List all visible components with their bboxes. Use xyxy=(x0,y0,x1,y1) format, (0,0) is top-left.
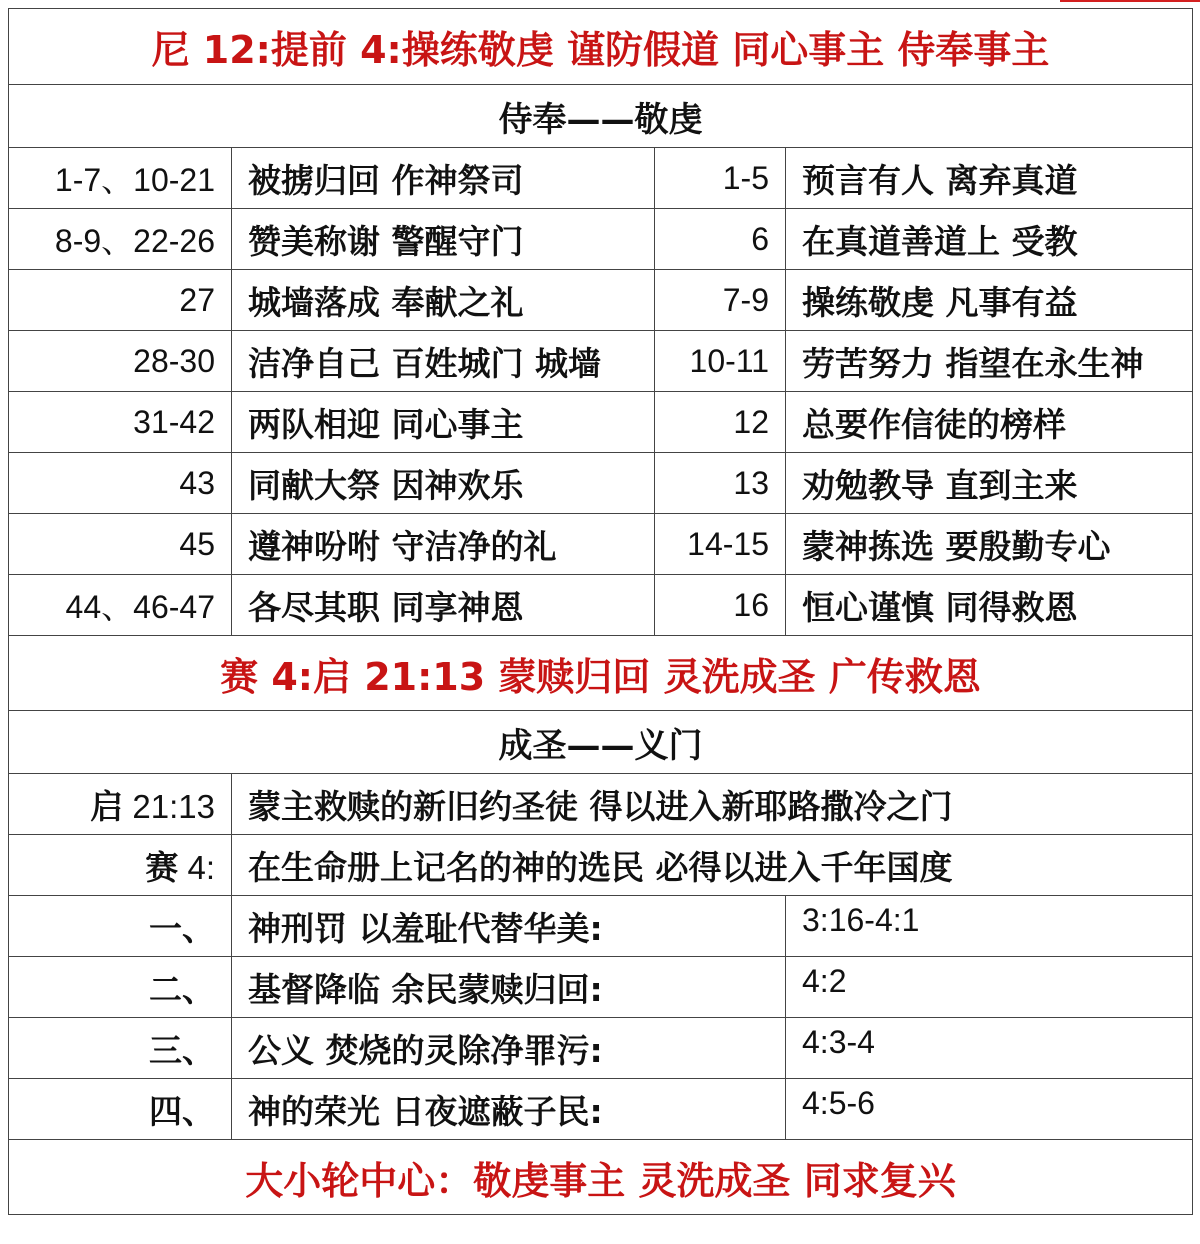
timothy-point: 总要作信徒的榜样 xyxy=(786,392,1193,453)
table-row xyxy=(9,514,1193,575)
verse-ref xyxy=(9,835,232,896)
header-row xyxy=(9,636,1193,711)
timothy-point: 劳苦努力 指望在永生神 xyxy=(786,331,1193,392)
verse-ref-number: 4: xyxy=(178,848,215,886)
table-row xyxy=(9,209,1193,270)
timothy-ref: 16 xyxy=(655,575,786,636)
timothy-ref: 14-15 xyxy=(655,514,786,575)
point-ref: 3:16-4:1 xyxy=(786,896,1193,957)
footer-title: 大小轮中心：敬虔事主 灵洗成圣 同求复兴 xyxy=(9,1140,1193,1215)
timothy-point: 蒙神拣选 要殷勤专心 xyxy=(786,514,1193,575)
timothy-ref: 12 xyxy=(655,392,786,453)
nehemiah-point: 两队相迎 同心事主 xyxy=(232,392,655,453)
table-row xyxy=(9,331,1193,392)
section-heading-row xyxy=(9,711,1193,774)
timothy-point: 操练敬虔 凡事有益 xyxy=(786,270,1193,331)
second-title: 赛 4:启 21:13 蒙赎归回 灵洗成圣 广传救恩 xyxy=(9,636,1193,711)
timothy-ref: 13 xyxy=(655,453,786,514)
header-row xyxy=(9,9,1193,85)
nehemiah-ref: 27 xyxy=(9,270,232,331)
point-text: 神刑罚 以羞耻代替华美: xyxy=(232,896,786,957)
nehemiah-point: 赞美称谢 警醒守门 xyxy=(232,209,655,270)
point-ordinal: 四、 xyxy=(9,1079,232,1140)
nehemiah-ref: 1-7、10-21 xyxy=(9,148,232,209)
table-row xyxy=(9,453,1193,514)
timothy-ref: 1-5 xyxy=(655,148,786,209)
footer-row xyxy=(9,1140,1193,1215)
table-row xyxy=(9,1018,1193,1079)
verse-ref xyxy=(9,774,232,835)
nehemiah-ref: 28-30 xyxy=(9,331,232,392)
verse-text: 蒙主救赎的新旧约圣徒 得以进入新耶路撒冷之门 xyxy=(232,774,1193,835)
section-title-service: 侍奉——敬虔 xyxy=(9,85,1193,148)
timothy-ref: 7-9 xyxy=(655,270,786,331)
table-row xyxy=(9,896,1193,957)
top-accent-line xyxy=(1060,0,1200,2)
table-row xyxy=(9,148,1193,209)
verse-ref-book: 启 xyxy=(90,786,124,826)
nehemiah-point: 被掳归回 作神祭司 xyxy=(232,148,655,209)
verse-ref-number: 21:13 xyxy=(123,787,215,825)
verse-ref-book: 赛 xyxy=(145,847,179,887)
main-title: 尼 12:提前 4:操练敬虔 谨防假道 同心事主 侍奉事主 xyxy=(9,9,1193,85)
nehemiah-point: 城墙落成 奉献之礼 xyxy=(232,270,655,331)
point-ref: 4:5-6 xyxy=(786,1079,1193,1140)
table-row xyxy=(9,835,1193,896)
timothy-point: 恒心谨慎 同得救恩 xyxy=(786,575,1193,636)
nehemiah-point: 洁净自己 百姓城门 城墙 xyxy=(232,331,655,392)
nehemiah-ref: 44、46-47 xyxy=(9,575,232,636)
point-ordinal: 一、 xyxy=(9,896,232,957)
table-row xyxy=(9,392,1193,453)
nehemiah-point: 同献大祭 因神欢乐 xyxy=(232,453,655,514)
table-row xyxy=(9,575,1193,636)
nehemiah-ref: 43 xyxy=(9,453,232,514)
nehemiah-ref: 31-42 xyxy=(9,392,232,453)
point-ref: 4:3-4 xyxy=(786,1018,1193,1079)
section-title-sanctification: 成圣——义门 xyxy=(9,711,1193,774)
table-row xyxy=(9,1079,1193,1140)
point-ordinal: 三、 xyxy=(9,1018,232,1079)
table-row xyxy=(9,774,1193,835)
outline-table xyxy=(8,8,1193,1215)
point-text: 公义 焚烧的灵除净罪污: xyxy=(232,1018,786,1079)
nehemiah-point: 遵神吩咐 守洁净的礼 xyxy=(232,514,655,575)
timothy-point: 在真道善道上 受教 xyxy=(786,209,1193,270)
point-text: 基督降临 余民蒙赎归回: xyxy=(232,957,786,1018)
nehemiah-point: 各尽其职 同享神恩 xyxy=(232,575,655,636)
timothy-point: 劝勉教导 直到主来 xyxy=(786,453,1193,514)
table-row xyxy=(9,957,1193,1018)
point-text: 神的荣光 日夜遮蔽子民: xyxy=(232,1079,786,1140)
timothy-ref: 10-11 xyxy=(655,331,786,392)
table-row xyxy=(9,270,1193,331)
nehemiah-ref: 45 xyxy=(9,514,232,575)
verse-text: 在生命册上记名的神的选民 必得以进入千年国度 xyxy=(232,835,1193,896)
point-ordinal: 二、 xyxy=(9,957,232,1018)
timothy-ref: 6 xyxy=(655,209,786,270)
nehemiah-ref: 8-9、22-26 xyxy=(9,209,232,270)
timothy-point: 预言有人 离弃真道 xyxy=(786,148,1193,209)
point-ref: 4:2 xyxy=(786,957,1193,1018)
section-heading-row xyxy=(9,85,1193,148)
